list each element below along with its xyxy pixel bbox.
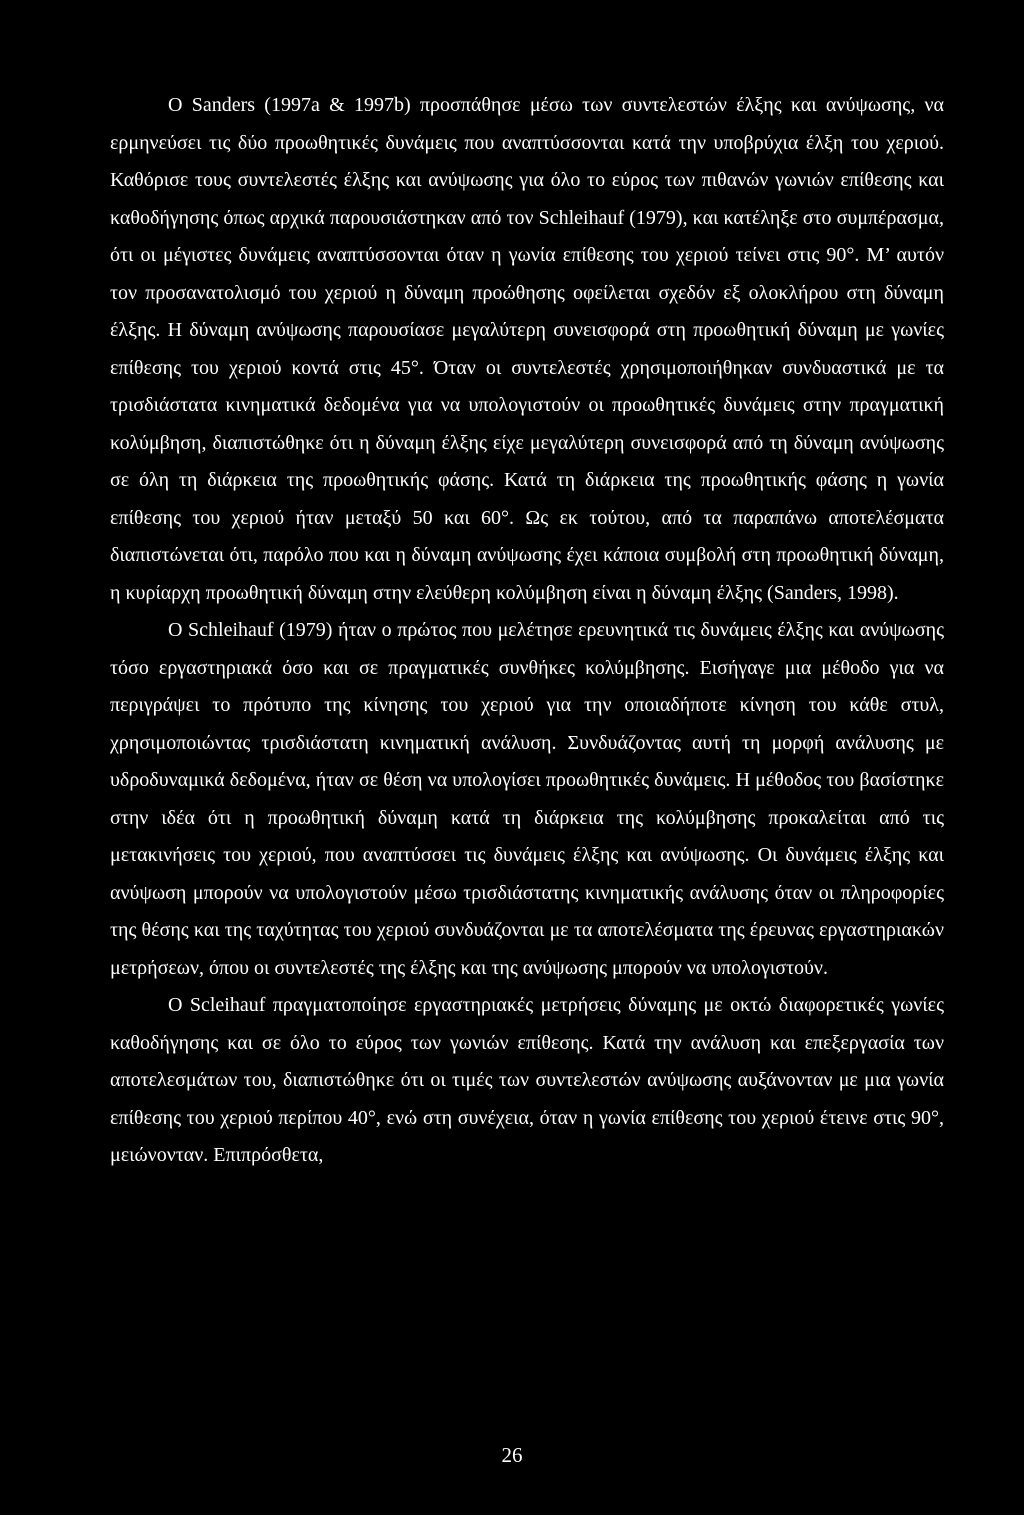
paragraph-3: Ο Scleihauf πραγματοποίησε εργαστηριακές μετρήσεις δύναμης με οκτώ διαφορετικές γωνίες καθοδήγησης και σε όλο το εύρος των γωνιών επίθεσης. Κατά την ανάλυση και επεξεργασία των αποτελεσμάτων του, διαπιστώθηκε ότι οι τιμές των συντελεστών ανύψωσης αυξάνονταν με μια γωνία επίθεσης του χεριού περίπου 40°, ενώ στη συνέχεια, όταν η γωνία επίθεσης του χεριού έτεινε στις 90°, μειώνονταν. Επιπρόσθετα, [110, 994, 944, 1166]
paragraph-1: Ο Sanders (1997a & 1997b) προσπάθησε μέσω των συντελεστών έλξης και ανύψωσης, να ερμηνεύσει τις δύο προωθητικές δυνάμεις που αναπτύσσονται κατά την υποβρύχια έλξη του χεριού. Καθόρισε τους συντελεστές έλξης και ανύψωσης για όλο το εύρος των πιθανών γωνιών επίθεσης και καθοδήγησης όπως αρχικά παρουσιάστηκαν από τον Schleihauf (1979), και κατέληξε στο συμπέρασμα, ότι οι μέγιστες δυνάμεις αναπτύσσονται όταν η γωνία επίθεσης του χεριού τείνει στις 90°. Μ’ αυτόν τον προσανατολισμό του χεριού η δύναμη προώθησης οφείλεται σχεδόν εξ ολοκλήρου στη δύναμη έλξης. Η δύναμη ανύψωσης παρουσίασε μεγαλύτερη συνεισφορά στη προωθητική δύναμη με γωνίες επίθεσης του χεριού κοντά στις 45°. Όταν οι συντελεστές χρησιμοποιήθηκαν συνδυαστικά με τα τρισδιάστατα κινηματικά δεδομένα για να υπολογιστούν οι προωθητικές δυνάμεις στην πραγματική κολύμβηση, διαπιστώθηκε ότι η δύναμη έλξης είχε μεγαλύτερη συνεισφορά από τη δύναμη ανύψωσης σε όλη τη διάρκεια της προωθητικής φάσης. Κατά τη διάρκεια της προωθητικής φάσης η γωνία επίθεσης του χεριού ήταν μεταξύ 50 και 60°. Ως εκ τούτου, από τα παραπάνω αποτελέσματα διαπιστώνεται ότι, παρόλο που και η δύναμη ανύψωσης έχει κάποια συμβολή στη προωθητική δύναμη, η κυρίαρχη προωθητική δύναμη στην ελεύθερη κολύμβηση είναι η δύναμη έλξης (Sanders, 1998). [110, 94, 944, 604]
body-text [110, 87, 944, 1175]
page-number: 26 [501, 1443, 523, 1467]
paragraph-2: Ο Schleihauf (1979) ήταν ο πρώτος που μελέτησε ερευνητικά τις δυνάμεις έλξης και ανύψωσης τόσο εργαστηριακά όσο και σε πραγματικές συνθήκες κολύμβησης. Εισήγαγε μια μέθοδο για να περιγράψει το πρότυπο της κίνησης του χεριού για την οποιαδήποτε κίνηση του κάθε στυλ, χρησιμοποιώντας τρισδιάστατη κινηματική ανάλυση. Συνδυάζοντας αυτή τη μορφή ανάλυσης με υδροδυναμικά δεδομένα, ήταν σε θέση να υπολογίσει προωθητικές δυνάμεις. Η μέθοδος του βασίστηκε στην ιδέα ότι η προωθητική δύναμη κατά τη διάρκεια της κολύμβησης προκαλείται από τις μετακινήσεις του χεριού, που αναπτύσσει τις δυνάμεις έλξης και ανύψωσης. Οι δυνάμεις έλξης και ανύψωση μπορούν να υπολογιστούν μέσω τρισδιάστατης κινηματικής ανάλυσης όταν οι πληροφορίες της θέσης και της ταχύτητας του χεριού συνδυάζονται με τα αποτελέσματα της έρευνας εργαστηριακών μετρήσεων, όπου οι συντελεστές της έλξης και της ανύψωσης μπορούν να υπολογιστούν. [110, 619, 944, 979]
